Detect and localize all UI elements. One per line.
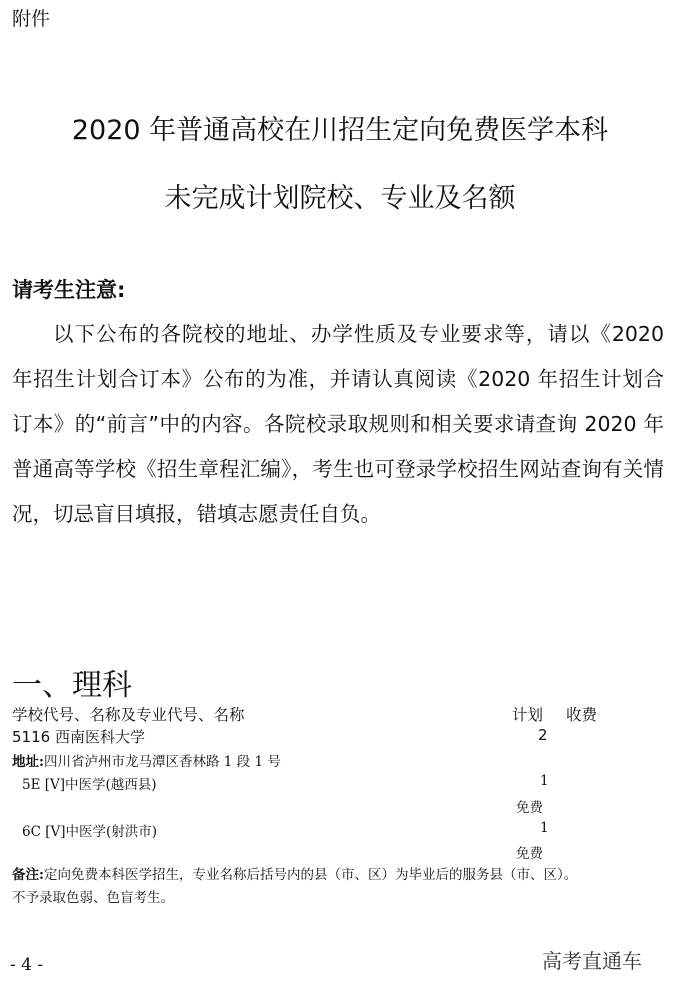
major-row-2-plan: 1: [540, 820, 549, 836]
table-header-fee: 收费: [566, 706, 598, 724]
address-value: 四川省泸州市龙马潭区香林路 1 段 1 号: [43, 754, 281, 770]
major-row-2-fee: 免费: [516, 846, 543, 862]
address-label: 地址:: [12, 754, 44, 770]
notice-paragraph: 以下公布的各院校的地址、办学性质及专业要求等，请以《2020 年招生计划合订本》公布的为准，并请认真阅读《2020 年招生计划合订本》的“前言”中的内容。各院校录取规则和相关要求请查询 2020 年普通高等学校《招生章程汇编》，考生也可登录学校招生网站查询有关情况，切忌盲目填报，错填志愿责任自负。: [12, 322, 664, 526]
major-row-1-name: 5E [V]中医学(越西县): [22, 777, 157, 793]
school-name: 5116 西南医科大学: [12, 728, 145, 746]
attachment-label: 附件: [12, 8, 51, 30]
page-number: - 4 -: [10, 955, 44, 975]
table-header-plan: 计划: [512, 706, 544, 724]
major-row-1-plan: 1: [540, 773, 549, 789]
remark-line-2: 不予录取色弱、色盲考生。: [12, 890, 174, 906]
page-title-line-1: 2020 年普通高校在川招生定向免费医学本科: [71, 115, 609, 146]
major-row-2-name: 6C [V]中医学(射洪市): [22, 824, 158, 840]
table-header-label: 学校代号、名称及专业代号、名称: [12, 706, 245, 724]
school-address: [12, 750, 281, 770]
remark-text-1: 定向免费本科医学招生，专业名称后括号内的县（市、区）为毕业后的服务县（市、区）。: [43, 867, 578, 883]
page-title-line-2: 未完成计划院校、专业及名额: [164, 183, 516, 214]
school-plan: 2: [538, 726, 548, 744]
section-title: 一、理科: [12, 668, 132, 703]
remark-label: 备注:: [12, 867, 44, 883]
watermark-text: 高考直通车: [542, 949, 642, 973]
remark-line-1: [12, 863, 577, 883]
major-row-1-fee: 免费: [516, 800, 543, 816]
notice-heading: 请考生注意:: [12, 278, 126, 302]
